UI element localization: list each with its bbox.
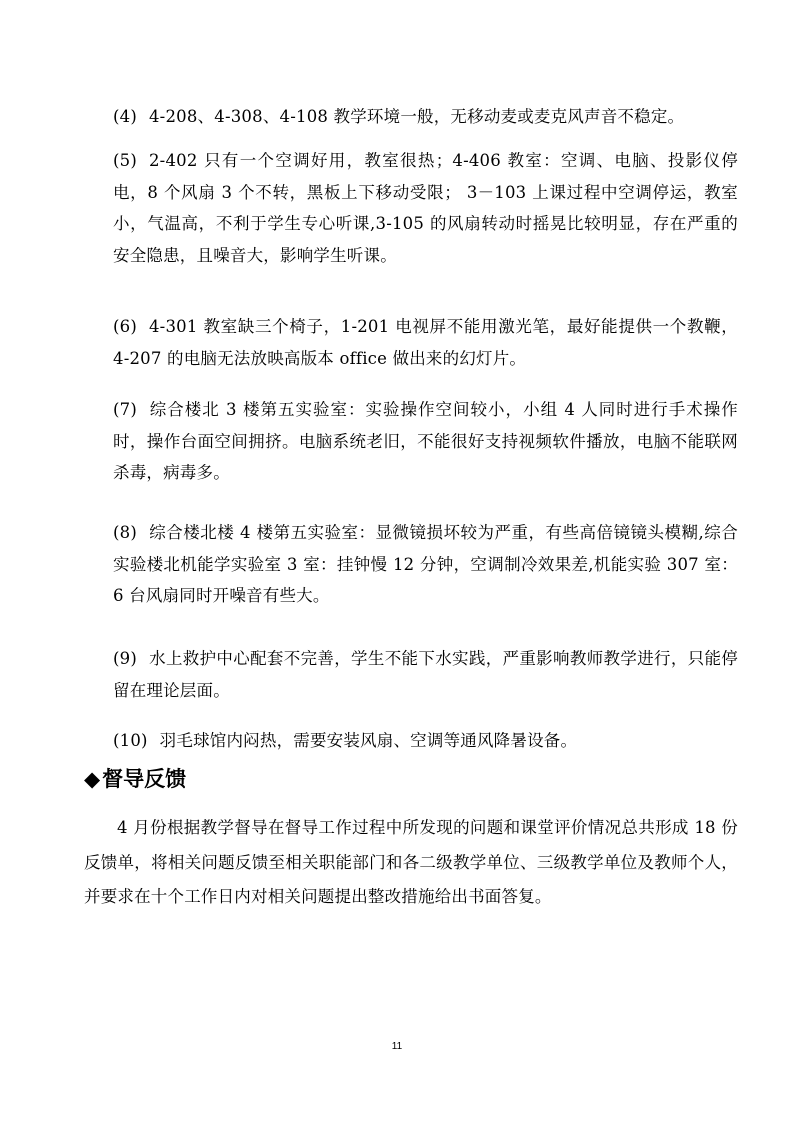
- page-number: 11: [391, 1041, 403, 1052]
- item-text: 综合楼北 3 楼第五实验室：实验操作空间较小，小组 4 人同时进行手术操作时，操作台面空间拥挤。电脑系统老旧，不能很好支持视频软件播放，电脑不能联网杀毒，病毒多。: [113, 400, 738, 482]
- item-number: (5): [113, 151, 137, 170]
- item-text: 综合楼北楼 4 楼第五实验室：显微镜损坏较为严重，有些高倍镜镜头模糊,综合实验楼北机能学实验室 3 室：挂钟慢 12 分钟，空调制冷效果差,机能实验 307 室：6 台风扇同时开噪音有些大。: [113, 523, 738, 605]
- item-text: 水上救护中心配套不完善，学生不能下水实践，严重影响教师教学进行，只能停留在理论层面。: [113, 649, 738, 700]
- section-heading: [84, 762, 186, 796]
- item-text: 4-301 教室缺三个椅子，1-201 电视屏不能用激光笔，最好能提供一个教鞭，4-207 的电脑无法放映高版本 office 做出来的幻灯片。: [113, 317, 738, 368]
- feedback-paragraph: 4 月份根据教学督导在督导工作过程中所发现的问题和课堂评价情况总共形成 18 份反馈单，将相关问题反馈至相关职能部门和各二级教学单位、三级教学单位及教师个人，并要求在十个工作日内对相关问题提出整改措施给出书面答复。: [84, 818, 738, 906]
- list-item-7: [113, 394, 738, 489]
- item-number: (6): [113, 317, 137, 336]
- list-item-4: [113, 101, 738, 133]
- list-item-5: [113, 145, 738, 271]
- diamond-bullet-icon: ◆: [84, 767, 101, 791]
- item-number: (9): [113, 649, 137, 668]
- item-text: 4-208、4-308、4-108 教学环境一般，无移动麦或麦克风声音不稳定。: [148, 107, 685, 126]
- item-number: (8): [113, 523, 137, 542]
- item-text: 2-402 只有一个空调好用，教室很热；4-406 教室：空调、电脑、投影仪停电，8 个风扇 3 个不转，黑板上下移动受限； 3－103 上课过程中空调停运，教室小，气温高，不利于学生专心听课,3-105 的风扇转动时摇晃比较明显，存在严重的安全隐患，且噪音大，影响学生听课。: [113, 151, 738, 265]
- list-item-10: [113, 725, 738, 757]
- item-text: 羽毛球馆内闷热，需要安装风扇、空调等通风降暑设备。: [159, 731, 578, 750]
- list-item-6: [113, 311, 738, 374]
- list-item-8: [113, 517, 738, 612]
- section-title: 督导反馈: [102, 767, 187, 791]
- item-number: (4): [113, 107, 137, 126]
- list-item-9: [113, 643, 738, 706]
- item-number: (10): [113, 731, 148, 750]
- item-number: (7): [113, 400, 137, 419]
